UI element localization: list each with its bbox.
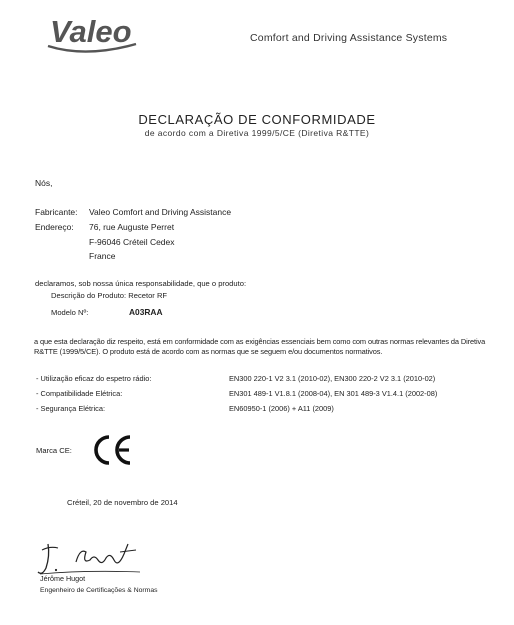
standard-label-radio: - Utilização eficaz do espetro rádio: bbox=[36, 374, 152, 383]
ce-mark-label: Marca CE: bbox=[36, 446, 72, 455]
signatory-title: Engenheiro de Certificações & Normas bbox=[40, 587, 158, 594]
product-description: Descrição do Produto: Recetor RF bbox=[51, 291, 168, 300]
model-label: Modelo Nº: bbox=[51, 308, 89, 317]
manufacturer-label: Fabricante: bbox=[35, 207, 78, 217]
standard-value-radio: EN300 220-1 V2 3.1 (2010-02), EN300 220-2 V2 3.1 (2010-02) bbox=[229, 374, 436, 383]
model-value: A03RAA bbox=[129, 307, 163, 317]
valeo-logo bbox=[46, 10, 138, 60]
we-text: Nós, bbox=[35, 178, 53, 188]
address-label: Endereço: bbox=[35, 222, 74, 232]
signatory-name: Jérôme Hugot bbox=[40, 574, 86, 583]
standard-label-safety: - Segurança Elétrica: bbox=[36, 404, 106, 413]
conformity-paragraph: a que esta declaração diz respeito, está em conformidade com as exigências essenciais bem como com outras normas relevantes da Diretiva R&TTE (1999/5/CE). O produto está de acordo com as normas que se seguem e/ou documentos normativos. bbox=[34, 337, 486, 357]
declaration-subtitle: de acordo com a Diretiva 1999/5/CE (Diretiva R&TTE) bbox=[144, 128, 370, 138]
manufacturer-value: Valeo Comfort and Driving Assistance bbox=[89, 207, 232, 217]
declaration-title: DECLARAÇÃO DE CONFORMIDADE bbox=[138, 112, 376, 127]
declare-text: declaramos, sob nossa única responsabilidade, que o produto: bbox=[35, 279, 247, 288]
address-line-3: France bbox=[89, 251, 116, 261]
address-line-1: 76, rue Auguste Perret bbox=[89, 222, 175, 232]
standard-value-safety: EN60950-1 (2006) + A11 (2009) bbox=[229, 404, 334, 413]
ce-mark-icon bbox=[90, 432, 134, 468]
standard-value-emc: EN301 489-1 V1.8.1 (2008-04), EN 301 489-3 V1.4.1 (2002-08) bbox=[229, 389, 438, 398]
place-date: Créteil, 20 de novembro de 2014 bbox=[67, 498, 178, 507]
address-line-2: F-96046 Créteil Cedex bbox=[89, 237, 175, 247]
svg-text:Valeo: Valeo bbox=[50, 14, 132, 49]
standard-label-emc: - Compatibilidade Elétrica: bbox=[36, 389, 123, 398]
division-name: Comfort and Driving Assistance Systems bbox=[250, 32, 448, 44]
